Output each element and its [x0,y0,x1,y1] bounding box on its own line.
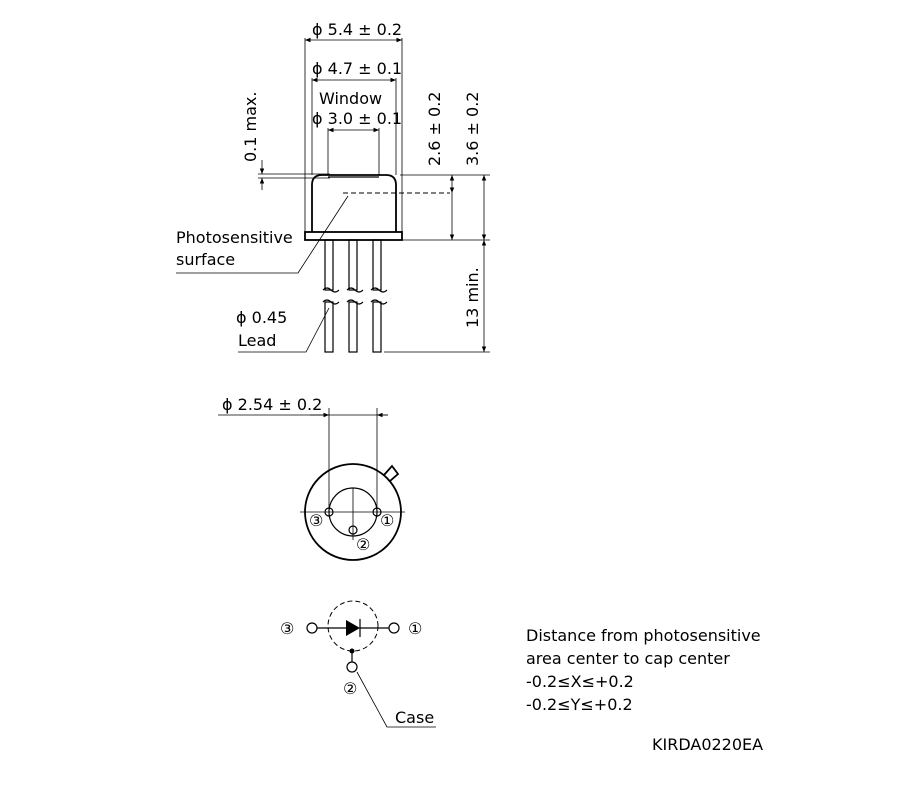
tolerance-note [526,626,761,714]
pin-circle-label: ϕ 2.54 ± 0.2 [222,395,323,414]
diode-triangle [346,620,360,636]
tab-key [384,466,398,481]
note-line-2: area center to cap center [526,649,730,668]
surface-height-label: 2.6 ± 0.2 [425,91,444,166]
cap-body [312,175,396,232]
terminal-1 [389,623,399,633]
lead-diameter-label: ϕ 0.45 [236,308,288,327]
window-offset-label: 0.1 max. [241,91,260,162]
note-line-4: -0.2≤Y≤+0.2 [526,695,633,714]
outer-diameter-label: ϕ 5.4 ± 0.2 [312,20,403,39]
schematic [280,601,436,727]
cap-diameter-label: ϕ 4.7 ± 0.1 [312,59,403,78]
photosensitive-label-1: Photosensitive [176,228,293,247]
bottom-pin-1-label: ① [380,511,395,530]
schematic-pin-1-label: ① [408,619,423,638]
flange [305,232,402,240]
terminal-3 [307,623,317,633]
bottom-view [218,395,405,560]
window-label: Window [319,89,383,108]
window-diameter-label: ϕ 3.0 ± 0.1 [312,109,403,128]
photosensitive-label-2: surface [176,250,236,269]
note-line-3: -0.2≤X≤+0.2 [526,672,634,691]
lead-label: Lead [238,331,277,350]
terminal-2 [347,662,357,672]
bottom-pin-3-label: ③ [309,511,324,530]
bottom-pin-2-label: ② [356,535,371,554]
case-label: Case [395,708,435,727]
note-line-1: Distance from photosensitive [526,626,761,645]
schematic-pin-2-label: ② [343,679,358,698]
drawing-code: KIRDA0220EA [652,735,764,754]
schematic-pin-3-label: ③ [280,619,295,638]
lead-length-label: 13 min. [463,267,482,328]
cap-height-label: 3.6 ± 0.2 [463,91,482,166]
side-view [176,20,490,352]
leads [323,240,387,352]
